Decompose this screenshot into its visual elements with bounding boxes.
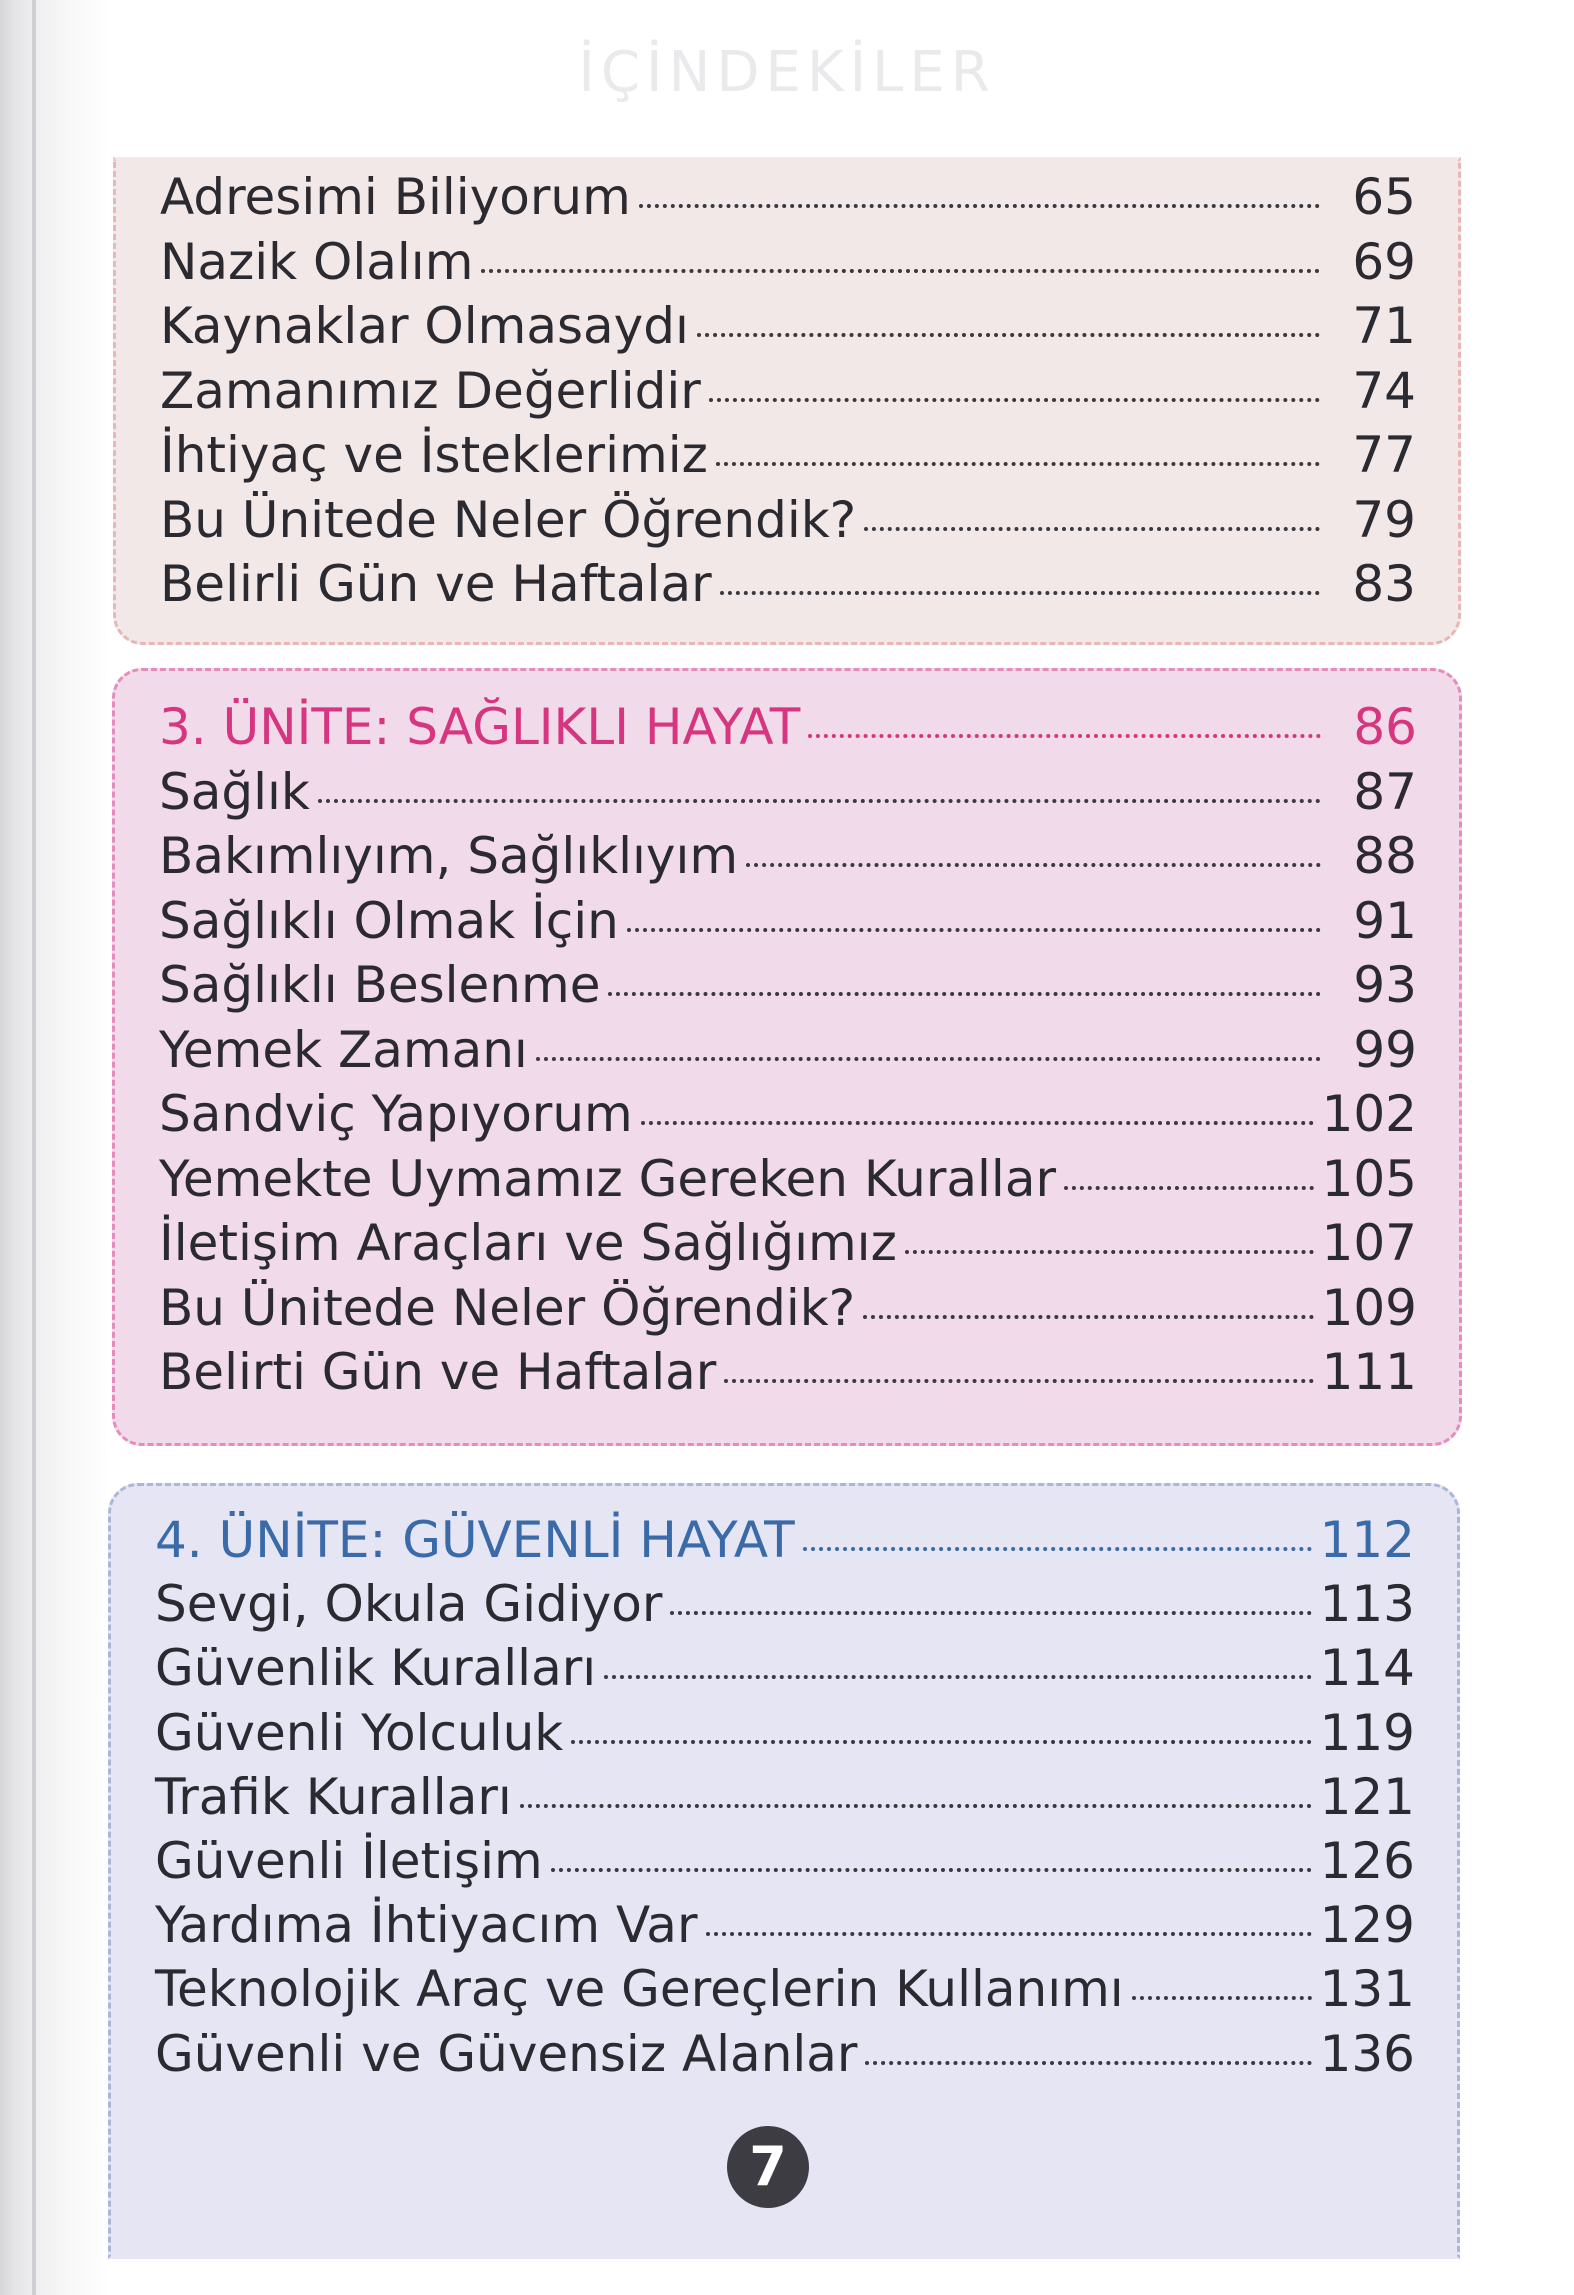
toc-entry bbox=[155, 1829, 1415, 1893]
leader-dots bbox=[670, 1611, 1311, 1615]
leader-dots bbox=[706, 1932, 1312, 1936]
toc-entry bbox=[159, 760, 1417, 825]
toc-entry-page: 65 bbox=[1352, 168, 1416, 226]
unit-heading-title: 3. ÜNİTE: SAĞLIKLI HAYAT bbox=[159, 698, 801, 756]
toc-section-unit-2-continued bbox=[113, 157, 1461, 645]
leader-dots bbox=[697, 333, 1320, 337]
unit-heading-page: 86 bbox=[1353, 698, 1417, 756]
leader-dots bbox=[808, 734, 1321, 738]
toc-entry bbox=[160, 165, 1416, 230]
toc-entry-title: Bakımlıyım, Sağlıklıyım bbox=[159, 827, 739, 885]
toc-entry-title: Bu Ünitede Neler Öğrendik? bbox=[159, 1278, 856, 1337]
toc-entry bbox=[155, 1636, 1415, 1700]
toc-entry bbox=[159, 1276, 1417, 1341]
toc-entry-page: 131 bbox=[1319, 1960, 1415, 2019]
toc-entry-page: 102 bbox=[1321, 1085, 1417, 1143]
toc-entry-page: 105 bbox=[1321, 1149, 1417, 1208]
leader-dots bbox=[865, 2061, 1311, 2065]
leader-dots bbox=[716, 462, 1320, 466]
toc-entry-page: 119 bbox=[1319, 1703, 1415, 1762]
toc-entry-page: 77 bbox=[1352, 426, 1416, 484]
toc-entry bbox=[160, 230, 1416, 295]
toc-entry-page: 87 bbox=[1353, 762, 1417, 821]
toc-entry-page: 121 bbox=[1319, 1767, 1415, 1826]
toc-entry-title: Güvenlik Kuralları bbox=[155, 1639, 597, 1698]
toc-entry-page: 83 bbox=[1352, 555, 1416, 613]
leader-dots bbox=[639, 204, 1320, 208]
toc-entry-page: 91 bbox=[1353, 891, 1417, 950]
unit-heading-page: 112 bbox=[1319, 1511, 1415, 1569]
leader-dots bbox=[905, 1250, 1314, 1254]
toc-entry-title: Güvenli Yolculuk bbox=[155, 1703, 564, 1762]
toc-entry bbox=[155, 1957, 1415, 2021]
toc-entry bbox=[155, 1701, 1415, 1765]
unit-heading bbox=[159, 695, 1417, 760]
leader-dots bbox=[724, 1379, 1313, 1383]
leader-dots bbox=[1064, 1186, 1314, 1190]
toc-entry-page: 129 bbox=[1319, 1896, 1415, 1955]
leader-dots bbox=[551, 1868, 1312, 1872]
toc-entry-title: Sağlıklı Beslenme bbox=[159, 956, 601, 1014]
leader-dots bbox=[641, 1121, 1314, 1125]
toc-entry bbox=[155, 1765, 1415, 1829]
toc-entry-title: Sağlık bbox=[159, 762, 310, 821]
toc-entry-title: Belirli Gün ve Haftalar bbox=[160, 555, 712, 613]
toc-entry-page: 107 bbox=[1321, 1214, 1417, 1272]
toc-entry-title: Sevgi, Okula Gidiyor bbox=[155, 1575, 663, 1634]
toc-entry bbox=[155, 2022, 1415, 2086]
leader-dots bbox=[571, 1740, 1311, 1744]
page-binding-edge bbox=[32, 0, 36, 2295]
toc-entry-page: 111 bbox=[1321, 1343, 1417, 1401]
leader-dots bbox=[803, 1547, 1312, 1551]
toc-entry-title: Güvenli İletişim bbox=[155, 1831, 543, 1890]
leader-dots bbox=[318, 799, 1321, 803]
toc-entry-title: Sağlıklı Olmak İçin bbox=[159, 891, 619, 950]
toc-entry bbox=[160, 294, 1416, 359]
toc-entry-title: Yemek Zamanı bbox=[159, 1020, 528, 1079]
toc-entry bbox=[159, 1147, 1417, 1212]
leader-dots bbox=[536, 1057, 1321, 1061]
toc-entry-title: Kaynaklar Olmasaydı bbox=[160, 297, 689, 355]
toc-entry-title: Zamanımız Değerlidir bbox=[160, 361, 701, 420]
toc-entry-page: 79 bbox=[1352, 490, 1416, 549]
unit-heading-title: 4. ÜNİTE: GÜVENLİ HAYAT bbox=[155, 1511, 795, 1569]
toc-entry bbox=[159, 824, 1417, 889]
toc-entry-title: Nazik Olalım bbox=[160, 232, 474, 291]
toc-entry-title: Güvenli ve Güvensiz Alanlar bbox=[155, 2024, 858, 2083]
toc-entry-page: 136 bbox=[1319, 2024, 1415, 2083]
leader-dots bbox=[481, 269, 1320, 273]
leader-dots bbox=[746, 863, 1321, 867]
leader-dots bbox=[604, 1675, 1311, 1679]
toc-entry-page: 113 bbox=[1319, 1575, 1415, 1634]
toc-entry bbox=[159, 1340, 1417, 1405]
toc-entry-page: 99 bbox=[1353, 1020, 1417, 1079]
toc-entry bbox=[160, 423, 1416, 488]
leader-dots bbox=[1132, 1996, 1312, 2000]
unit-heading bbox=[155, 1508, 1415, 1572]
leader-dots bbox=[608, 992, 1321, 996]
toc-entry-page: 74 bbox=[1352, 361, 1416, 420]
toc-entry-title: Belirti Gün ve Haftalar bbox=[159, 1343, 717, 1401]
leader-dots bbox=[709, 398, 1320, 402]
leader-dots bbox=[864, 527, 1320, 531]
toc-entry-page: 114 bbox=[1319, 1639, 1415, 1698]
toc-entry-title: Teknolojik Araç ve Gereçlerin Kullanımı bbox=[155, 1960, 1124, 2019]
toc-section-unit-3 bbox=[112, 668, 1462, 1446]
toc-entry-title: Yardıma İhtiyacım Var bbox=[155, 1896, 698, 1955]
toc-entry-title: Adresimi Biliyorum bbox=[160, 168, 631, 226]
toc-entry-title: Sandviç Yapıyorum bbox=[159, 1085, 633, 1143]
toc-entry bbox=[159, 1018, 1417, 1083]
toc-entry bbox=[159, 889, 1417, 954]
leader-dots bbox=[863, 1315, 1313, 1319]
toc-entry-page: 93 bbox=[1353, 956, 1417, 1014]
toc-entry bbox=[160, 488, 1416, 553]
page-number-badge: 7 bbox=[727, 2126, 809, 2208]
toc-entry-page: 126 bbox=[1319, 1831, 1415, 1890]
toc-entry bbox=[159, 1211, 1417, 1276]
leader-dots bbox=[720, 591, 1320, 595]
toc-entry bbox=[155, 1572, 1415, 1636]
toc-entry bbox=[160, 359, 1416, 424]
toc-entry-title: Yemekte Uymamız Gereken Kurallar bbox=[159, 1149, 1057, 1208]
toc-entry-title: Bu Ünitede Neler Öğrendik? bbox=[160, 490, 857, 549]
toc-entry bbox=[155, 1893, 1415, 1957]
toc-entry-title: İletişim Araçları ve Sağlığımız bbox=[159, 1214, 897, 1272]
leader-dots bbox=[520, 1804, 1312, 1808]
toc-entry bbox=[159, 1082, 1417, 1147]
faint-page-title: İÇİNDEKİLER bbox=[578, 40, 996, 105]
toc-entry-page: 109 bbox=[1321, 1278, 1417, 1337]
toc-entry-page: 69 bbox=[1352, 232, 1416, 291]
toc-entry bbox=[160, 552, 1416, 617]
toc-entry-page: 88 bbox=[1353, 827, 1417, 885]
toc-entry bbox=[159, 953, 1417, 1018]
toc-entry-title: İhtiyaç ve İsteklerimiz bbox=[160, 426, 708, 484]
toc-entry-page: 71 bbox=[1352, 297, 1416, 355]
leader-dots bbox=[627, 928, 1321, 932]
toc-entry-title: Trafik Kuralları bbox=[155, 1767, 512, 1826]
